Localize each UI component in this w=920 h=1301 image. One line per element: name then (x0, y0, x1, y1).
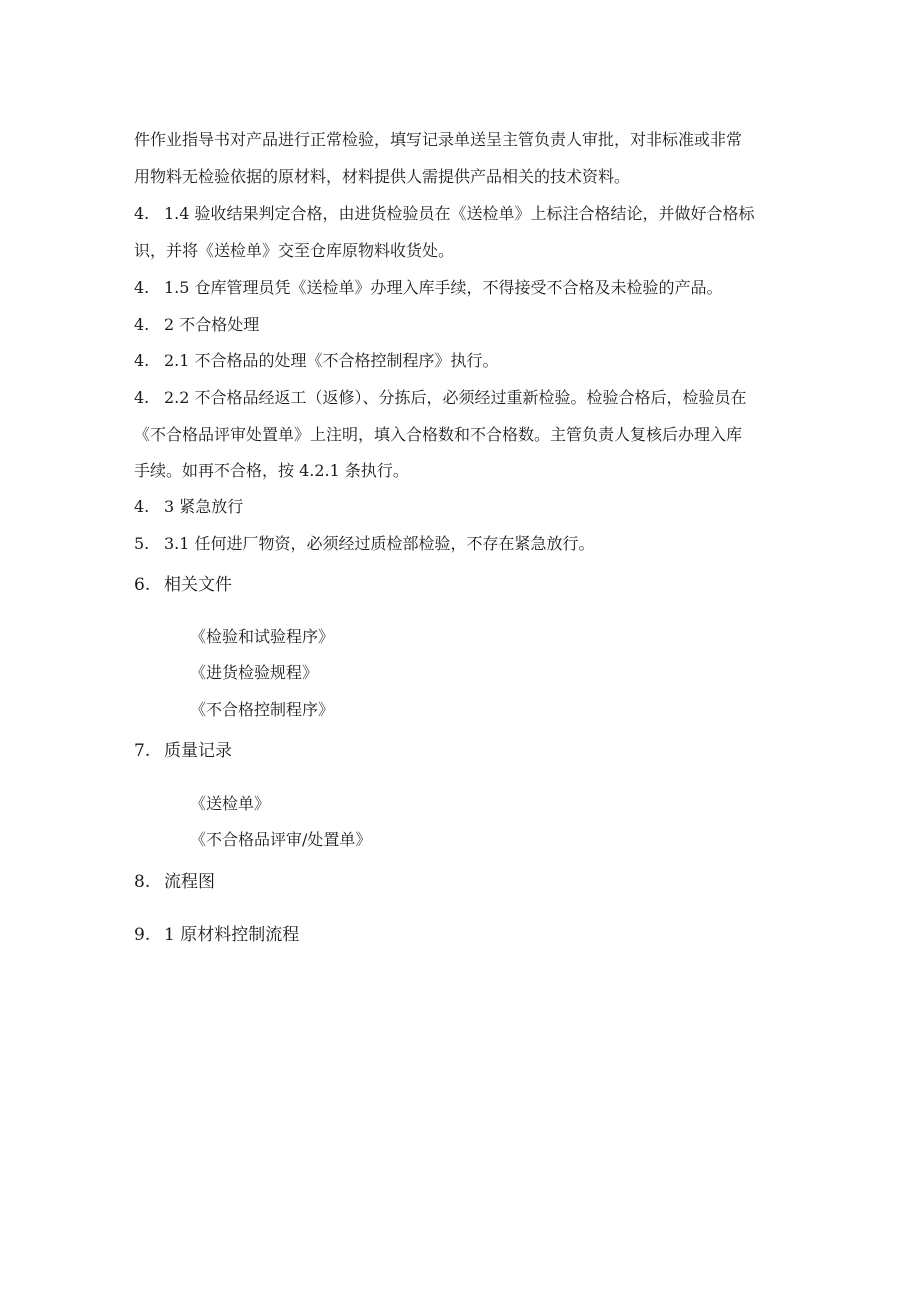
clause-number: 4. (134, 388, 150, 407)
clause-number: 5. (134, 534, 150, 553)
clause-text: 2.2 不合格品经返工（返修）、分拣后，必须经过重新检验。检验合格后，检验员在 (164, 388, 747, 407)
clause-text: 3.1 任何进厂物资，必须经过质检部检验，不存在紧急放行。 (164, 534, 595, 553)
section-flowchart (134, 870, 215, 894)
clause-4-1-4-cont: 识，并将《送检单》交至仓库原物料收货处。 (134, 241, 455, 260)
clause-number: 4. (134, 278, 150, 297)
clause-4-1-5 (134, 277, 794, 299)
section-material-flow (134, 923, 299, 947)
clause-text: 1.5 仓库管理员凭《送检单》办理入库手续，不得接受不合格及未检验的产品。 (164, 278, 723, 297)
clause-5-3-1 (134, 533, 794, 555)
section-related-documents (134, 573, 232, 597)
related-doc-ref: 《不合格控制程序》 (190, 700, 335, 719)
clause-4-2-2 (134, 387, 794, 409)
section-number: 9. (134, 925, 151, 945)
section-number: 6. (134, 575, 151, 595)
clause-number: 4. (134, 315, 150, 334)
section-number: 8. (134, 872, 151, 892)
quality-record-ref: 《送检单》 (190, 794, 271, 813)
quality-record-ref: 《不合格品评审/处置单》 (190, 830, 372, 849)
section-title: 1 原材料控制流程 (164, 925, 300, 945)
section-title: 相关文件 (164, 575, 232, 595)
clause-4-2-1 (134, 350, 794, 372)
clause-text: 2 不合格处理 (164, 315, 260, 334)
section-number: 7. (134, 741, 151, 761)
intro-line-2: 用物料无检验依据的原材料，材料提供人需提供产品相关的技术资料。 (134, 167, 631, 186)
intro-line-1: 件作业指导书对产品进行正常检验，填写记录单送呈主管负责人审批，对非标准或非常 (134, 130, 743, 149)
clause-4-1-4 (134, 203, 794, 225)
clause-text: 1.4 验收结果判定合格，由进货检验员在《送检单》上标注合格结论，并做好合格标 (164, 204, 755, 223)
clause-text: 3 紧急放行 (164, 497, 244, 516)
clause-number: 4. (134, 351, 150, 370)
section-title: 流程图 (164, 872, 215, 892)
clause-4-3 (134, 496, 794, 518)
section-quality-records (134, 739, 232, 763)
clause-4-2 (134, 314, 794, 336)
clause-text: 2.1 不合格品的处理《不合格控制程序》执行。 (164, 351, 499, 370)
section-title: 质量记录 (164, 741, 232, 761)
clause-4-2-2-cont-2: 手续。如再不合格，按 4.2.1 条执行。 (134, 461, 409, 480)
related-doc-ref: 《检验和试验程序》 (190, 627, 335, 646)
related-doc-ref: 《进货检验规程》 (190, 663, 319, 682)
clause-number: 4. (134, 497, 150, 516)
clause-number: 4. (134, 204, 150, 223)
clause-4-2-2-cont-1: 《不合格品评审处置单》上注明，填入合格数和不合格数。主管负责人复核后办理入库 (134, 425, 743, 444)
